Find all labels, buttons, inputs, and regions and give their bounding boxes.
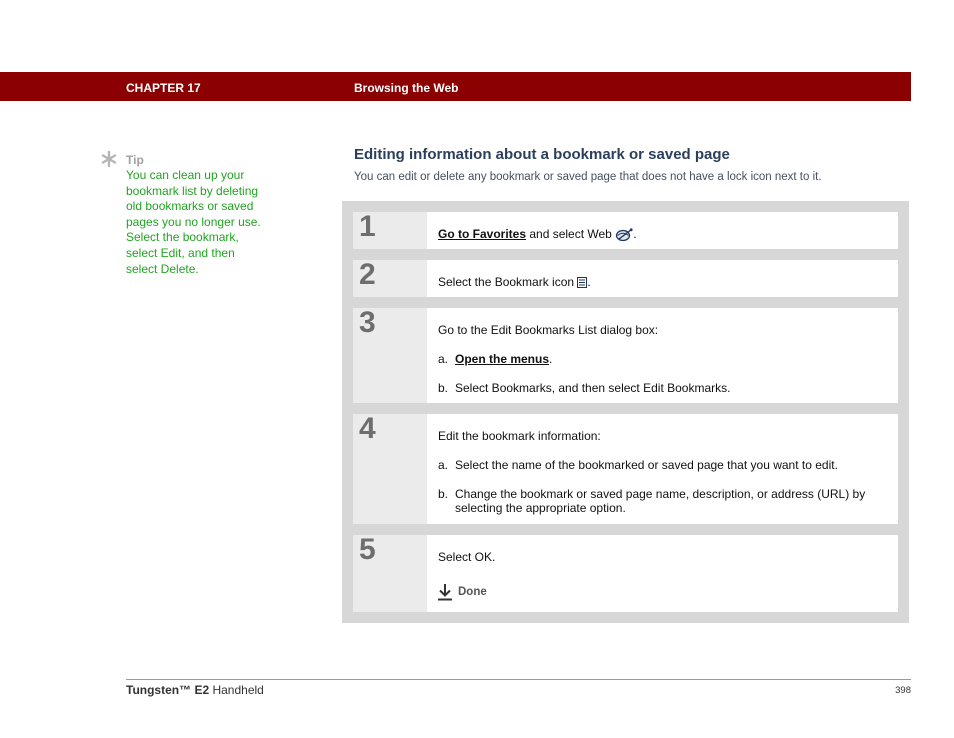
done-arrow-icon xyxy=(437,583,453,601)
tip-line: pages you no longer use. xyxy=(126,214,261,229)
step-text-part: Select the Bookmark icon xyxy=(438,275,578,289)
step-content xyxy=(427,308,898,403)
section-intro: You can edit or delete any bookmark or saved page that does not have a lock icon next to it. xyxy=(354,171,822,183)
step-number-box xyxy=(353,308,427,403)
substep-marker: b. xyxy=(438,487,449,501)
substep-text: Select Bookmarks, and then select Edit Bookmarks. xyxy=(455,381,731,395)
substep-suffix: . xyxy=(549,352,553,366)
step-number: 4 xyxy=(359,412,376,445)
chapter-header-bar xyxy=(0,72,911,101)
step-number-box xyxy=(353,535,427,612)
substep-marker: a. xyxy=(438,458,449,472)
footer-rule xyxy=(126,679,911,680)
open-the-menus-link[interactable]: Open the menus xyxy=(455,352,550,366)
step-content xyxy=(427,260,898,297)
step-number-box xyxy=(353,260,427,297)
page-number: 398 xyxy=(895,685,911,696)
substep-marker: b. xyxy=(438,381,449,395)
step-number-box xyxy=(353,212,427,249)
done-marker xyxy=(437,583,487,604)
footer-product-name xyxy=(126,683,264,697)
step-number: 5 xyxy=(359,533,376,566)
chapter-title: Browsing the Web xyxy=(354,81,459,95)
substep-text-continued: selecting the appropriate option. xyxy=(455,501,626,515)
step-number: 3 xyxy=(359,306,376,339)
step-text: Edit the bookmark information: xyxy=(438,429,601,443)
section-title: Editing information about a bookmark or saved page xyxy=(354,146,730,163)
tip-line: select Edit, and then xyxy=(126,245,235,260)
footer-product: Handheld xyxy=(209,683,264,697)
step-text xyxy=(438,275,888,290)
bookmark-list-icon xyxy=(577,277,587,288)
footer-brand: Tungsten™ E2 xyxy=(126,683,210,697)
step-number: 2 xyxy=(359,258,376,291)
go-to-favorites-link[interactable]: Go to Favorites xyxy=(438,227,527,241)
substep-a xyxy=(438,458,888,473)
step-2 xyxy=(353,260,898,297)
step-number: 1 xyxy=(359,210,376,243)
step-content xyxy=(427,414,898,524)
tip-line: bookmark list by deleting xyxy=(126,183,259,198)
step-text: Select OK. xyxy=(438,550,496,564)
step-text: Go to the Edit Bookmarks List dialog box: xyxy=(438,323,659,337)
tip-label: Tip xyxy=(126,153,144,167)
step-content xyxy=(427,212,898,249)
tip-line: Select the bookmark, xyxy=(126,230,239,245)
substep-marker: a. xyxy=(438,352,449,366)
step-5 xyxy=(353,535,898,612)
step-text-part: and select Web xyxy=(526,227,616,241)
substep-b xyxy=(438,487,888,502)
substep-b xyxy=(438,381,888,396)
step-number-box xyxy=(353,414,427,524)
web-browser-icon xyxy=(615,228,633,242)
tip-text xyxy=(126,168,276,277)
tip-line: select Delete. xyxy=(126,261,199,276)
step-content xyxy=(427,535,898,612)
step-1 xyxy=(353,212,898,249)
steps-panel xyxy=(342,201,909,623)
substep-text: Select the name of the bookmarked or saved page that you want to edit. xyxy=(455,458,838,472)
tip-line: old bookmarks or saved xyxy=(126,199,254,214)
step-3 xyxy=(353,308,898,403)
done-label: Done xyxy=(458,586,487,598)
substep-text: Change the bookmark or saved page name, description, or address (URL) by xyxy=(455,487,866,501)
step-suffix: . xyxy=(633,227,637,241)
step-suffix: . xyxy=(587,275,591,289)
substep-a xyxy=(438,352,888,367)
asterisk-icon xyxy=(100,150,118,168)
step-4 xyxy=(353,414,898,524)
tip-line: You can clean up your xyxy=(126,168,245,182)
chapter-label: CHAPTER 17 xyxy=(126,81,201,95)
step-text xyxy=(438,227,888,242)
